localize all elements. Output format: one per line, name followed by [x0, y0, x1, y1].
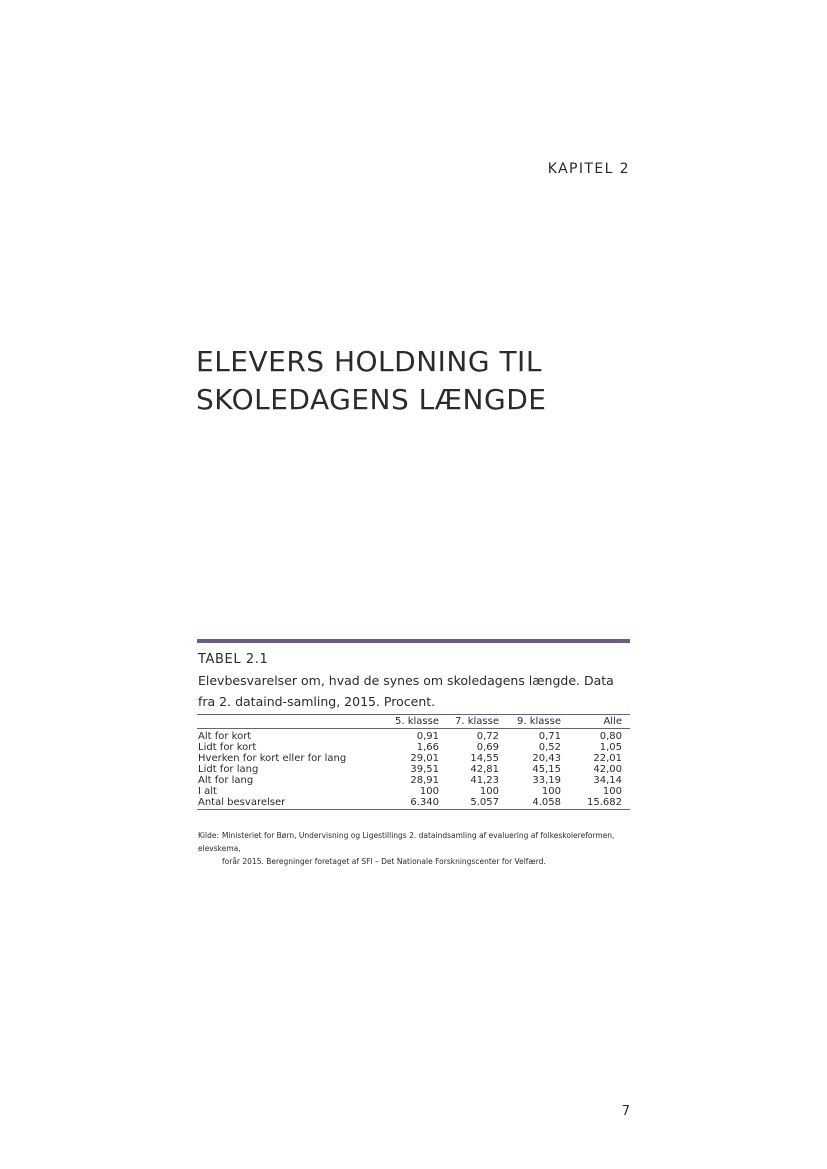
page-number: 7	[621, 1104, 630, 1119]
table-row	[197, 753, 630, 764]
source-note	[198, 829, 634, 868]
table-cell: 5.057	[447, 797, 507, 810]
table-row	[197, 797, 630, 810]
table-header-cell: 7. klasse	[447, 715, 507, 729]
table-header-cell: 5. klasse	[387, 715, 447, 729]
source-key: Kilde:	[198, 831, 219, 840]
table-row	[197, 764, 630, 775]
chapter-label: KAPITEL 2	[547, 161, 630, 177]
table-cell: 0,72	[476, 731, 499, 742]
table-cell: 0,71	[538, 731, 561, 742]
table-cell: 34,14	[593, 775, 622, 786]
table-row	[197, 742, 630, 753]
row-label: Alt for lang	[198, 775, 254, 786]
table-header-cell: Alle	[569, 715, 630, 729]
table-header-cell	[197, 715, 387, 729]
source-line-1: Ministeriet for Børn, Undervisning og Ligestillings 2. dataindsamling af evaluering af folkeskolereformen, elevskema,	[198, 831, 615, 853]
table-cell: 22,01	[593, 753, 622, 764]
table-cell: 0,69	[476, 742, 499, 753]
table-cell: 100	[541, 786, 561, 797]
table-cell: 4.058	[507, 797, 569, 810]
row-label: Lidt for kort	[198, 742, 257, 753]
row-label: I alt	[198, 786, 217, 797]
table-cell: 20,43	[532, 753, 561, 764]
table-cell: 0,52	[538, 742, 561, 753]
table-cell: 45,15	[532, 764, 561, 775]
table-header-cell: 9. klasse	[507, 715, 569, 729]
table-cell: 1,66	[416, 742, 439, 753]
page-title	[196, 343, 656, 419]
source-line-2: forår 2015. Beregninger foretaget af SFI – Det Nationale Forskningscenter for Velfærd.	[222, 857, 546, 866]
table-cell: 29,01	[410, 753, 439, 764]
row-label: Lidt for lang	[198, 764, 259, 775]
table-cell: 28,91	[410, 775, 439, 786]
row-label: Hverken for kort eller for lang	[198, 753, 347, 764]
table-cell: 41,23	[470, 775, 499, 786]
table-cell: 42,81	[470, 764, 499, 775]
table-cell: 100	[419, 786, 439, 797]
table-cell: 15.682	[569, 797, 630, 810]
table-caption: Elevbesvarelser om, hvad de synes om skoledagens længde. Data fra 2. dataind-samling, 2015. Procent.	[198, 673, 614, 709]
table-cell: 0,91	[416, 731, 439, 742]
row-label: Alt for kort	[198, 731, 252, 742]
table-cell: 33,19	[532, 775, 561, 786]
table-header-row	[197, 715, 630, 729]
data-table	[197, 714, 630, 810]
table-row	[197, 775, 630, 786]
row-label: Antal besvarelser	[197, 797, 387, 810]
table-row	[197, 786, 630, 797]
table-cell: 39,51	[410, 764, 439, 775]
page-title-line-1: ELEVERS HOLDNING TIL	[196, 345, 542, 378]
table-cell: 42,00	[593, 764, 622, 775]
table-top-rule	[197, 639, 630, 643]
table-cell: 100	[479, 786, 499, 797]
table-label: TABEL 2.1	[198, 652, 269, 667]
table-cell: 14,55	[470, 753, 499, 764]
table-cell: 0,80	[599, 731, 622, 742]
page-title-line-2: SKOLEDAGENS LÆNGDE	[196, 383, 547, 416]
table-cell: 1,05	[599, 742, 622, 753]
table-cell: 6.340	[387, 797, 447, 810]
table-cell: 100	[602, 786, 622, 797]
table-row	[197, 729, 630, 743]
